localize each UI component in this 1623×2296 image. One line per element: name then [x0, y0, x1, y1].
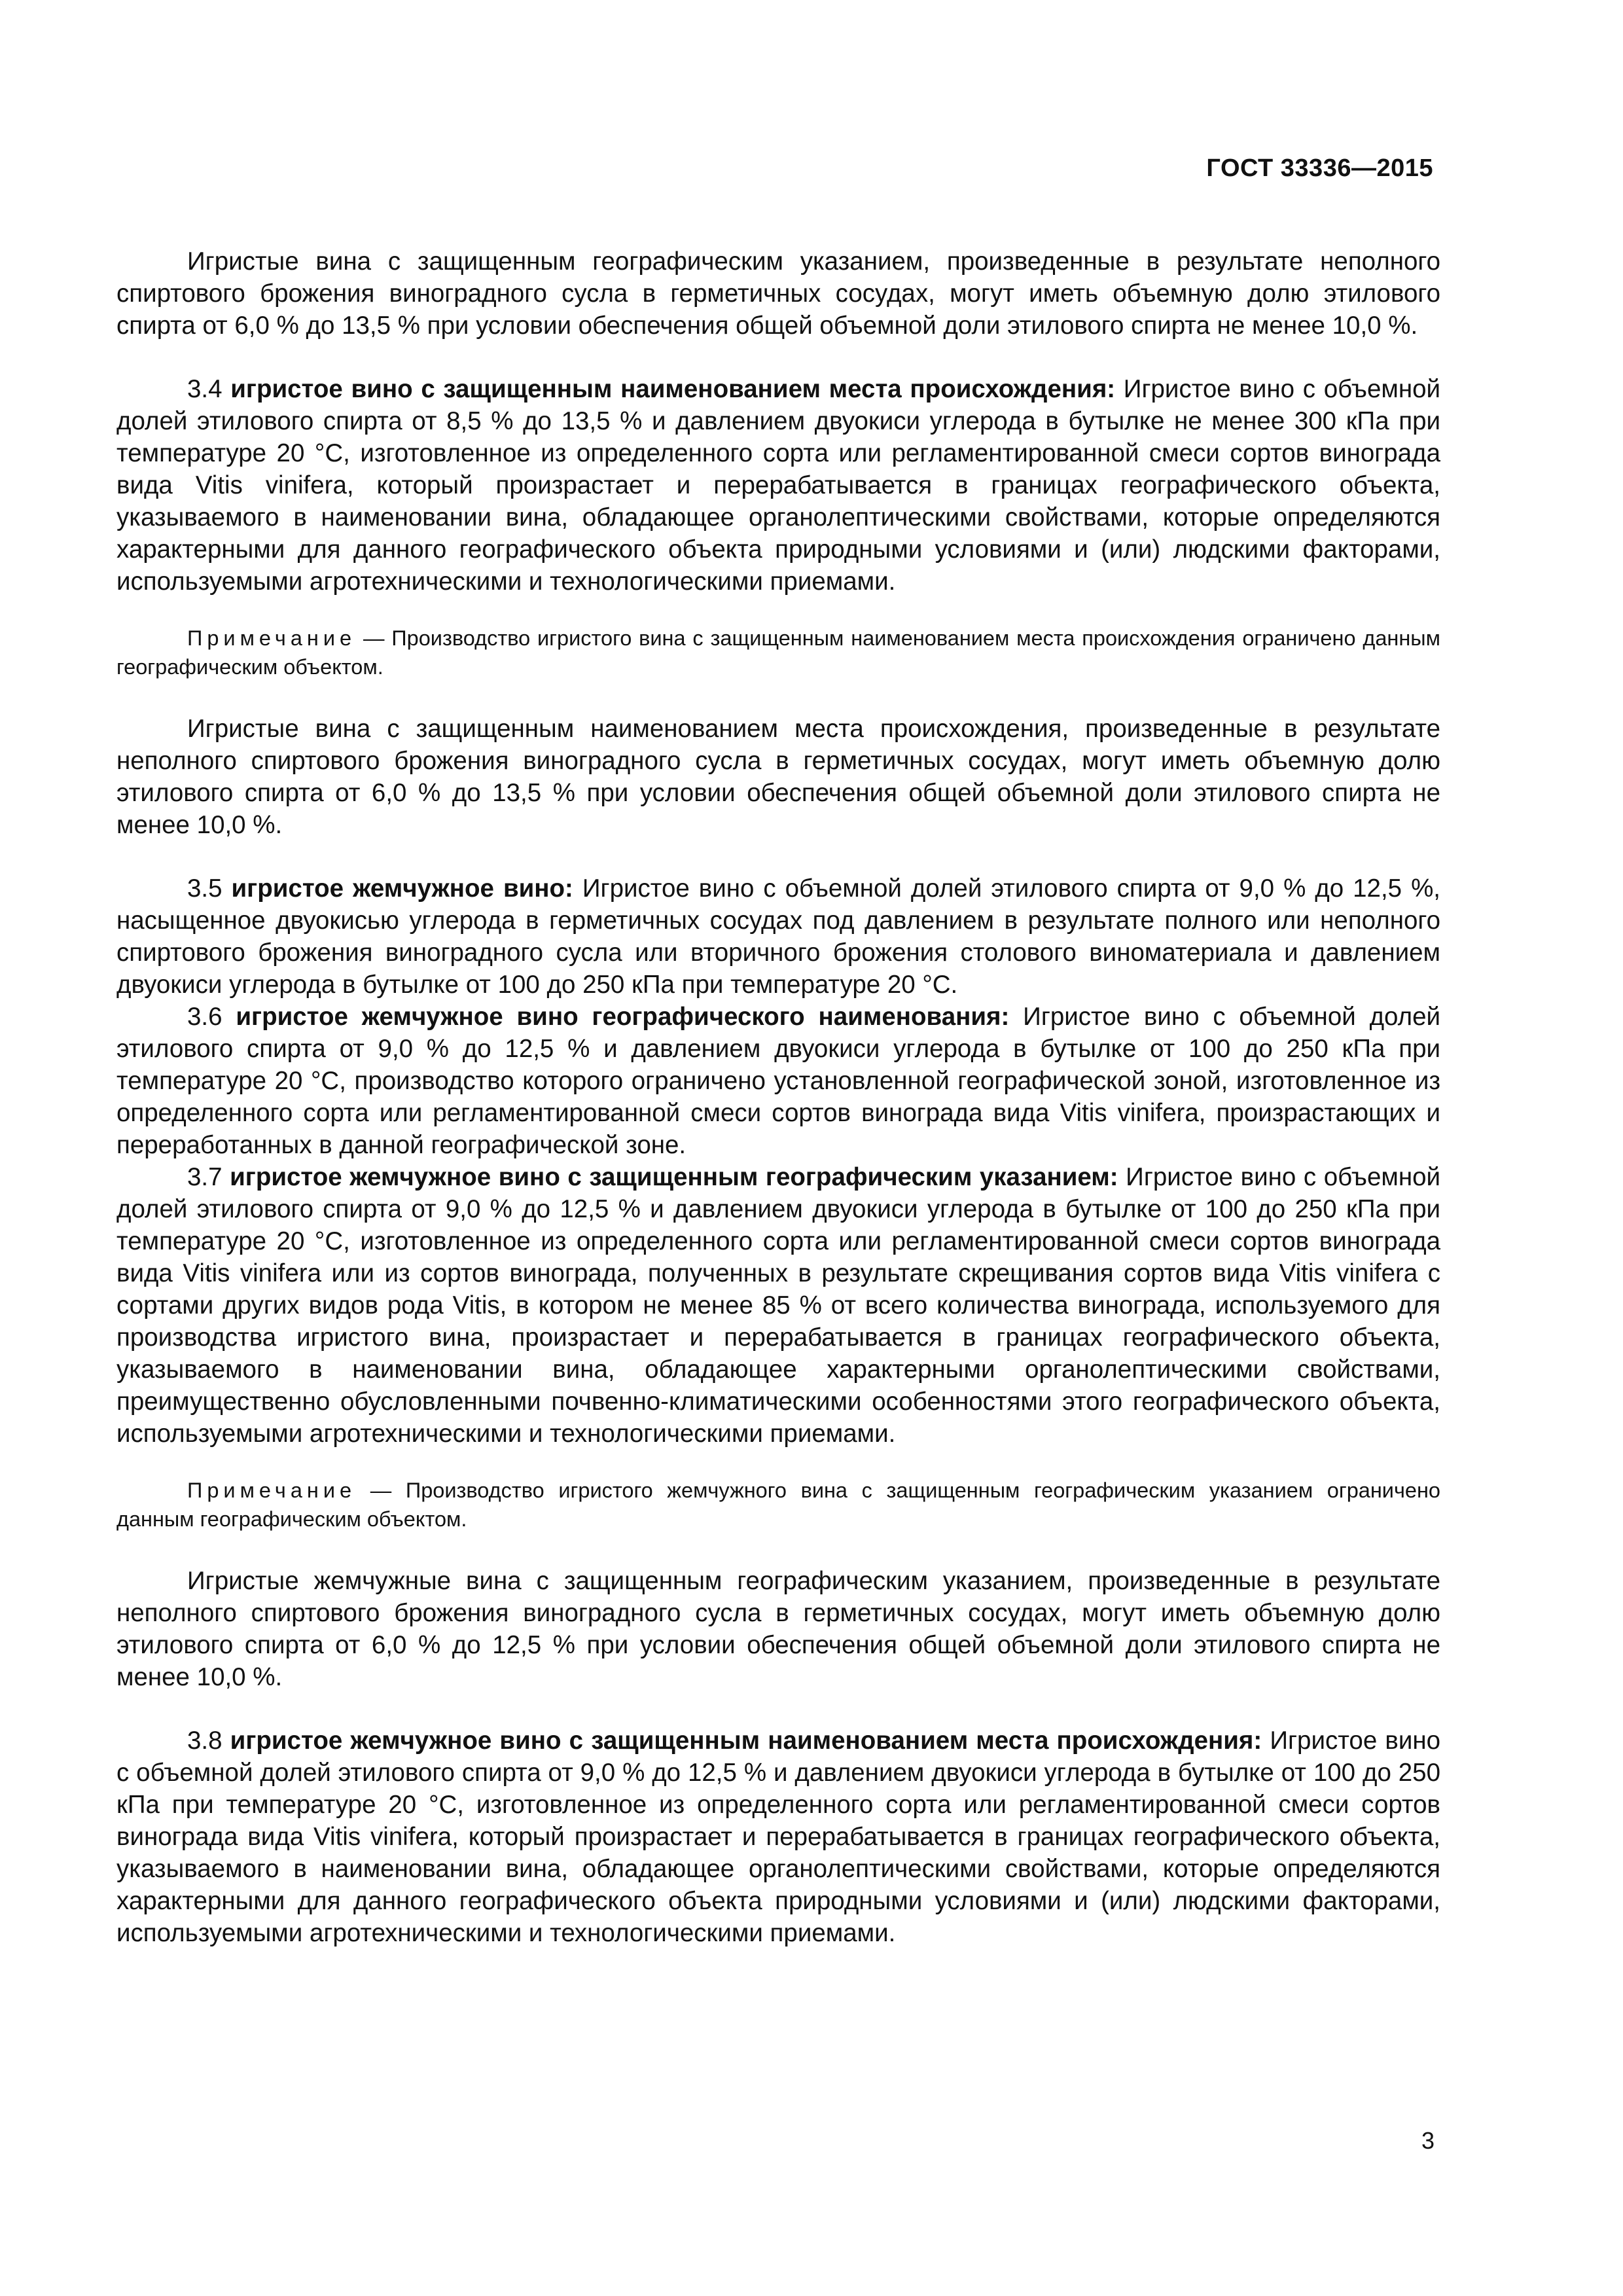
clause-number: 3.6 — [187, 1003, 236, 1031]
clause-definition: Игристое вино с объемной долей этилового спирта от 9,0 % до 12,5 % и давлением двуокиси углерода в бутылке от 100 до 250 кПа при температуре 20 °С, изготовленное из определенного сорта или регламентированной смеси сортов винограда вида Vitis vinifera или из сортов винограда, полученных в результате скрещивания сортов вида Vitis vinifera с сортами других видов рода Vitis, в котором не менее 85 % от всего количества винограда, используемого для производства игристого вина, произрастает и перерабатывается в границах географического объекта, указываемого в наименовании вина, обладающее характерными органолептическими свойствами, преимущественно обусловленными почвенно-климатическими особенностями этого географического объекта, используемыми агротехническими и технологическими приемами. — [116, 1163, 1441, 1448]
clause-term: игристое жемчужное вино: — [231, 874, 573, 903]
clause-3-7 — [116, 1161, 1440, 1450]
clause-term: игристое жемчужное вино географического наименования: — [236, 1003, 1010, 1031]
note-2 — [116, 1476, 1440, 1534]
clause-number: 3.4 — [187, 375, 231, 403]
note-label: Примечание — [187, 1479, 357, 1502]
clause-3-4 — [116, 373, 1440, 598]
paragraph-pgi-sparkling-alcohol: Игристые вина с защищенным географическим указанием, произведенные в результате неполного спиртового брожения виноградного сусла в герметичных сосудах, могут иметь объемную долю этилового спирта от 6,0 % до 13,5 % при условии обеспечения общей объемной доли этилового спирта не менее 10,0 %. — [116, 247, 1440, 340]
clause-term: игристое вино с защищенным наименованием места происхождения: — [230, 375, 1116, 403]
clause-definition: Игристое вино с объемной долей этилового спирта от 9,0 % до 12,5 % и давлением двуокиси углерода в бутылке от 100 до 250 кПа при температуре 20 °С, производство которого ограничено установленной географической зоной, изготовленное из определенного сорта или регламентированной смеси сортов винограда вида Vitis vinifera, произрастающих и переработанных в данной географической зоне. — [116, 1003, 1440, 1159]
document-number: ГОСТ 33336—2015 — [1206, 154, 1433, 182]
note-text: — Производство игристого вина с защищенным наименованием места происхождения ограничено данным географическим объектом. — [116, 626, 1440, 679]
paragraph-pdo-sparkling-alcohol: Игристые вина с защищенным наименованием места происхождения, произведенные в результате неполного спиртового брожения виноградного сусла в герметичных сосудах, могут иметь объемную долю этилового спирта от 6,0 % до 13,5 % при условии обеспечения общей объемной доли этилового спирта не менее 10,0 %. — [116, 715, 1440, 839]
note-1 — [116, 624, 1440, 681]
clause-term: игристое жемчужное вино с защищенным наименованием места происхождения: — [230, 1727, 1262, 1755]
clause-3-5 — [116, 872, 1440, 1001]
document-body — [116, 245, 1440, 1949]
clause-number: 3.7 — [187, 1163, 230, 1191]
clause-number: 3.5 — [187, 874, 232, 903]
note-label: Примечание — [187, 626, 357, 650]
note-text: — Производство игристого жемчужного вина с защищенным географическим указанием ограничено данным географическим объектом. — [116, 1479, 1440, 1531]
paragraph-pgi-pearl-alcohol: Игристые жемчужные вина с защищенным географическим указанием, произведенные в результате неполного спиртового брожения виноградного сусла в герметичных сосудах, могут иметь объемную долю этилового спирта от 6,0 % до 12,5 % при условии обеспечения общей объемной доли этилового спирта не менее 10,0 %. — [116, 1567, 1440, 1691]
page-number: 3 — [1421, 2127, 1435, 2154]
clause-3-6 — [116, 1001, 1440, 1161]
clause-definition: Игристое вино с объемной долей этилового спирта от 8,5 % до 13,5 % и давлением двуокиси углерода в бутылке не менее 300 кПа при температуре 20 °С, изготовленное из определенного сорта или регламентированной смеси сортов винограда вида Vitis vinifera, который произрастает и перерабатывается в границах географического объекта, указываемого в наименовании вина, обладающее органолептическими свойствами, которые определяются характерными для данного географического объекта природными условиями и (или) людскими факторами, используемыми агротехническими и технологическими приемами. — [116, 375, 1441, 596]
clause-definition: Игристое вино с объемной долей этилового спирта от 9,0 % до 12,5 % и давлением двуокиси углерода в бутылке от 100 до 250 кПа при температуре 20 °С, изготовленное из определенного сорта или регламентированной смеси сортов винограда вида Vitis vinifera, который произрастает и перерабатывается в границах географического объекта, указываемого в наименовании вина, обладающее органолептическими свойствами, которые определяются характерными для данного географического объекта природными условиями и (или) людскими факторами, используемыми агротехническими и технологическими приемами. — [116, 1727, 1441, 1947]
clause-number: 3.8 — [187, 1727, 230, 1755]
clause-term: игристое жемчужное вино с защищенным географическим указанием: — [230, 1163, 1118, 1191]
clause-3-8 — [116, 1725, 1440, 1949]
clause-definition: Игристое вино с объемной долей этилового спирта от 9,0 % до 12,5 %, насыщенное двуокисью углерода в герметичных сосудах под давлением в результате полного или неполного спиртового брожения виноградного сусла или вторичного брожения столового виноматериала и давлением двуокиси углерода в бутылке от 100 до 250 кПа при температуре 20 °С. — [116, 874, 1440, 999]
